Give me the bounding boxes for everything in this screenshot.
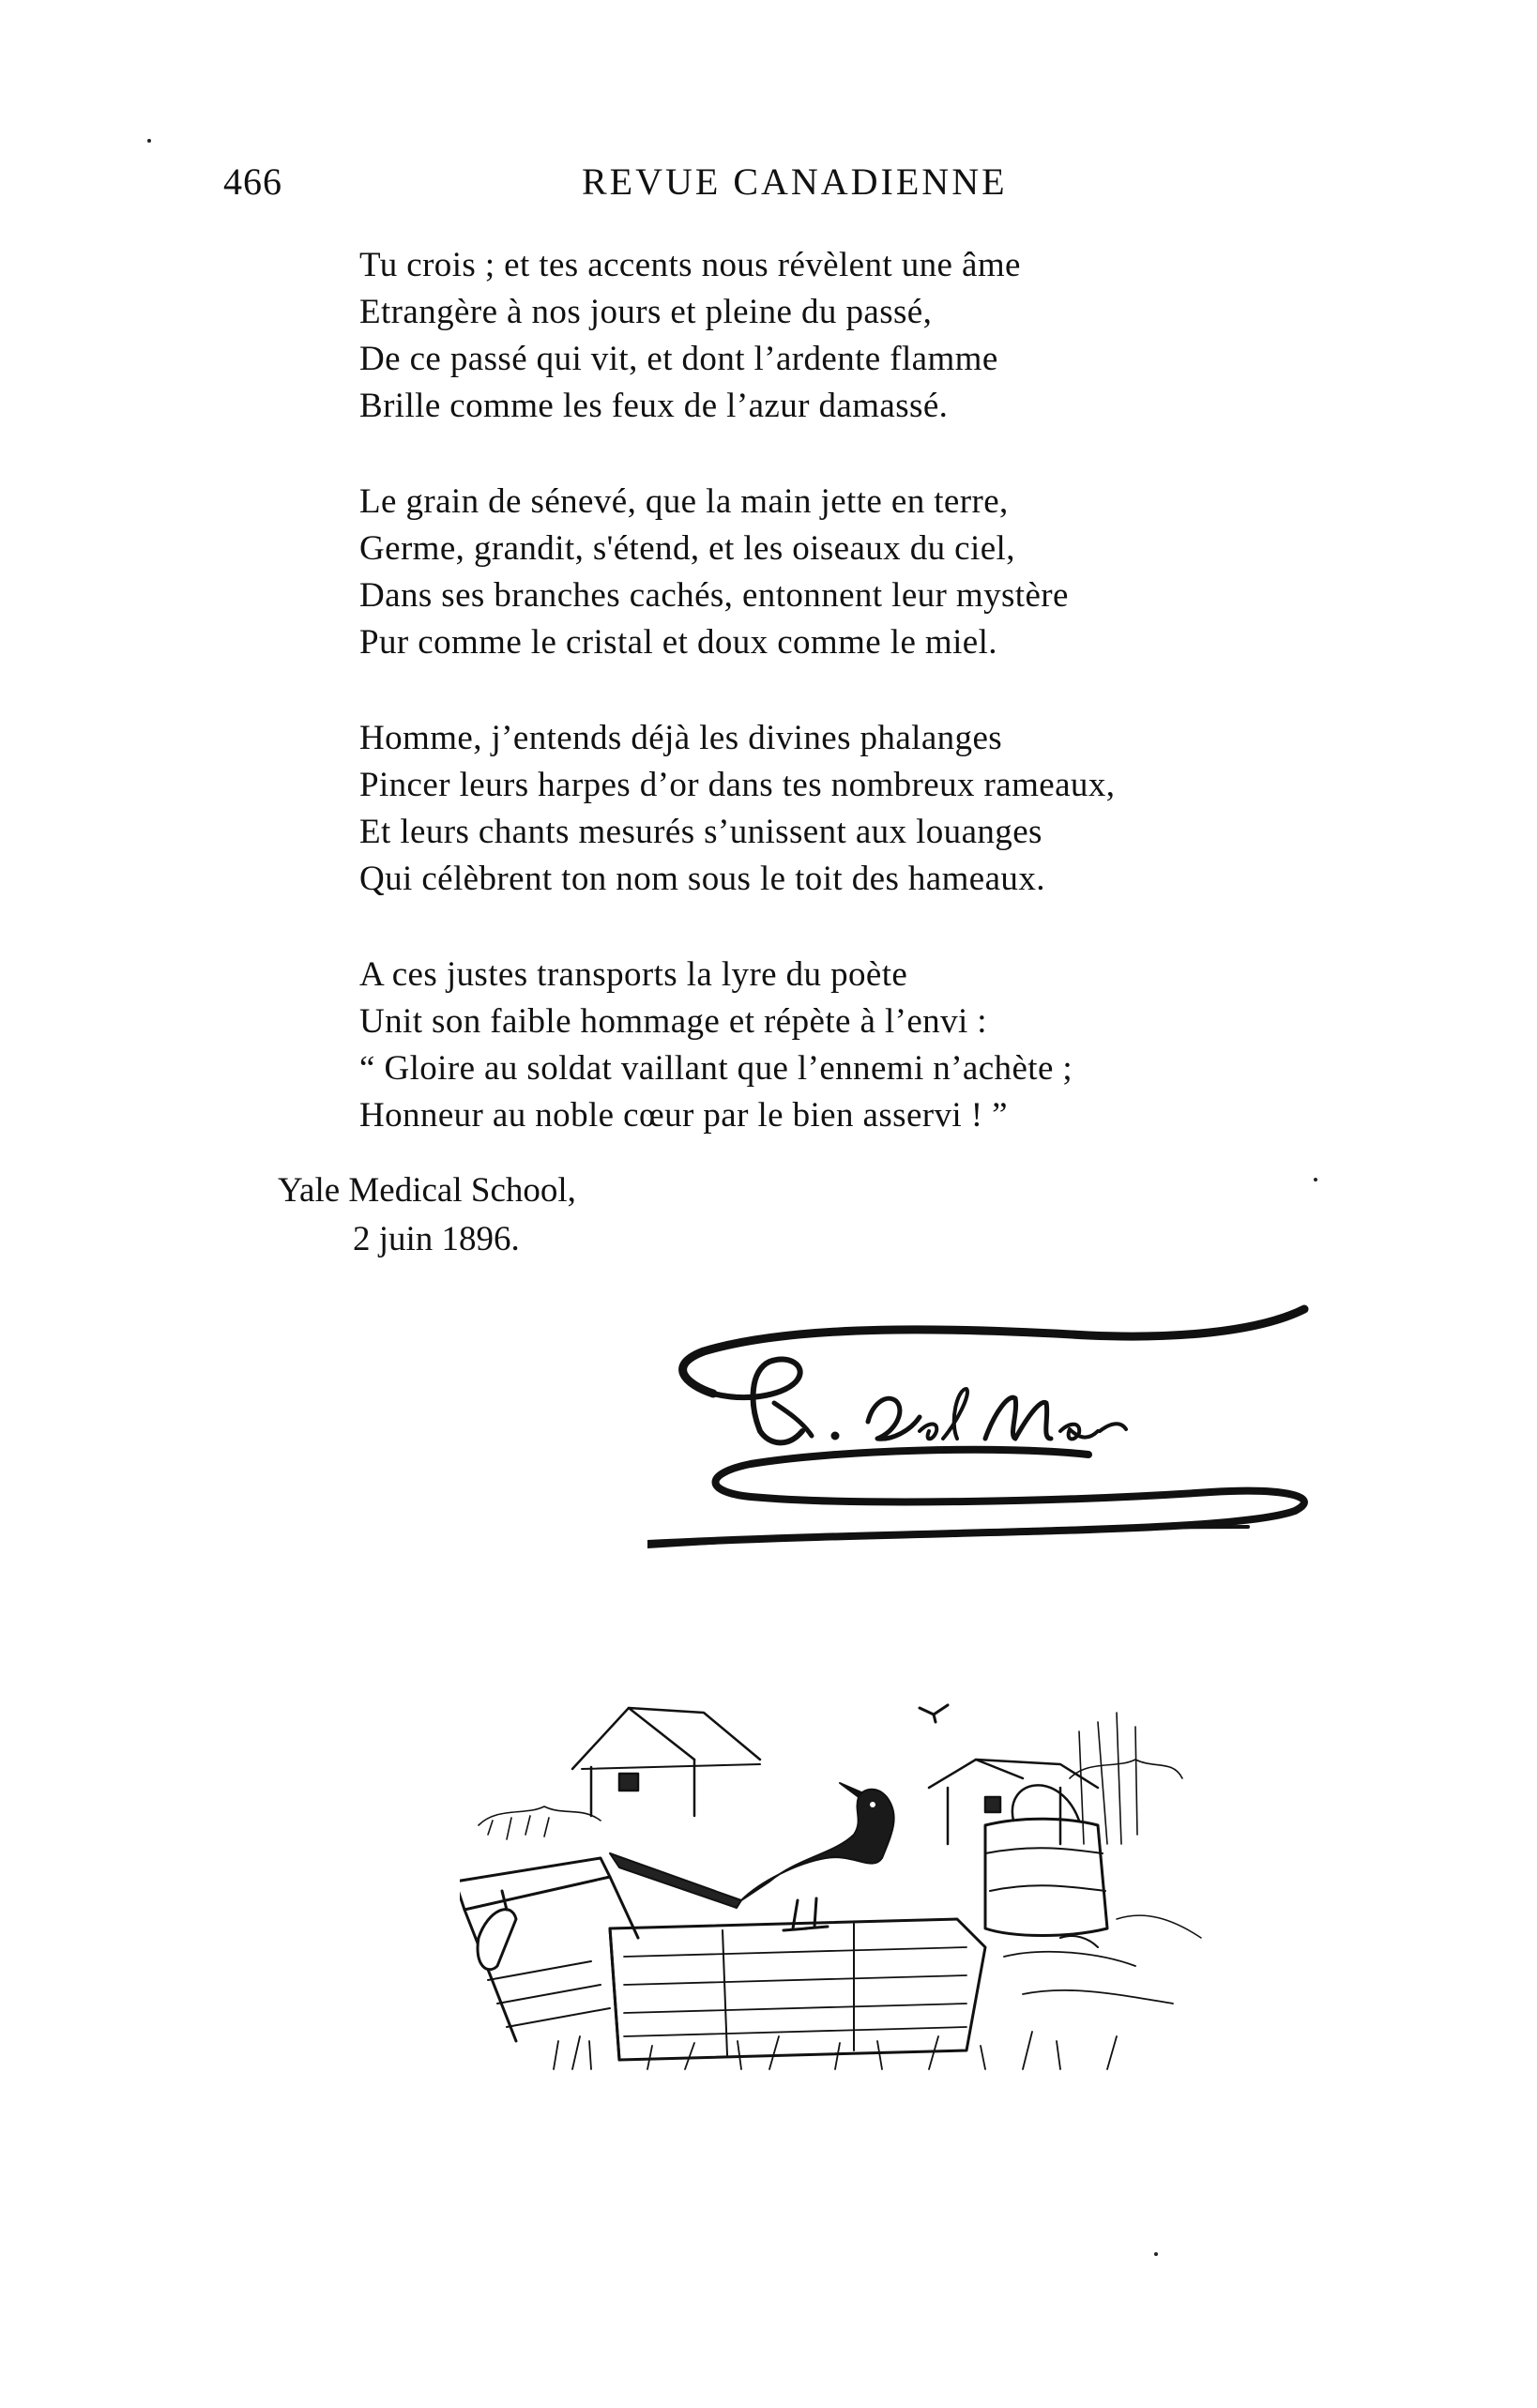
paper-speck (147, 139, 151, 143)
verse-line: A ces justes transports la lyre du poète (359, 955, 908, 994)
stanza (359, 952, 1298, 1139)
closing-place: Yale Medical School, (278, 1171, 576, 1210)
stanza (359, 242, 1298, 430)
poem (359, 242, 1298, 1188)
verse-line: Le grain de sénevé, que la main jette en terre, (359, 482, 1009, 521)
verse-line: Etrangère à nos jours et pleine du passé, (359, 293, 933, 331)
cottage-left (572, 1708, 760, 1816)
stanza (359, 715, 1298, 903)
perched-bird (610, 1783, 894, 1930)
closing-date: 2 juin 1896. (353, 1220, 520, 1258)
stanza (359, 479, 1298, 666)
wooden-tub (985, 1785, 1107, 1935)
verse-line: De ce passé qui vit, et dont l’ardente flamme (359, 340, 998, 378)
verse-line: Pur comme le cristal et doux comme le miel. (359, 623, 997, 662)
wooden-crate (610, 1919, 985, 2060)
verse-line: Pincer leurs harpes d’or dans tes nombreux rameaux, (359, 766, 1116, 804)
verse-line: Germe, grandit, s'étend, et les oiseaux du ciel, (359, 529, 1015, 568)
paper-speck (1314, 1178, 1317, 1181)
verse-line: Unit son faible hommage et répète à l’envi : (359, 1002, 987, 1041)
verse-line: Et leurs chants mesurés s’unissent aux louanges (359, 813, 1042, 851)
verse-line: Tu crois ; et tes accents nous révèlent une âme (359, 246, 1021, 284)
verse-line: Homme, j’entends déjà les divines phalanges (359, 719, 1003, 757)
verse-line: “ Gloire au soldat vaillant que l’ennemi n’achète ; (359, 1049, 1073, 1088)
page-header (0, 160, 1537, 216)
verse-line: Brille comme les feux de l’azur damassé. (359, 387, 949, 425)
closing-block (278, 1166, 576, 1264)
verse-line: Dans ses branches cachés, entonnent leur mystère (359, 576, 1069, 615)
handwritten-signature (647, 1281, 1426, 1553)
page-number: 466 (223, 160, 282, 203)
bird-vignette-illustration (460, 1656, 1304, 2074)
paper-speck (1154, 2252, 1158, 2256)
verse-line: Honneur au noble cœur par le bien asservi ! ” (359, 1096, 1008, 1135)
verse-line: Qui célèbrent ton nom sous le toit des hameaux. (359, 860, 1045, 898)
running-title: REVUE CANADIENNE (582, 160, 1008, 203)
